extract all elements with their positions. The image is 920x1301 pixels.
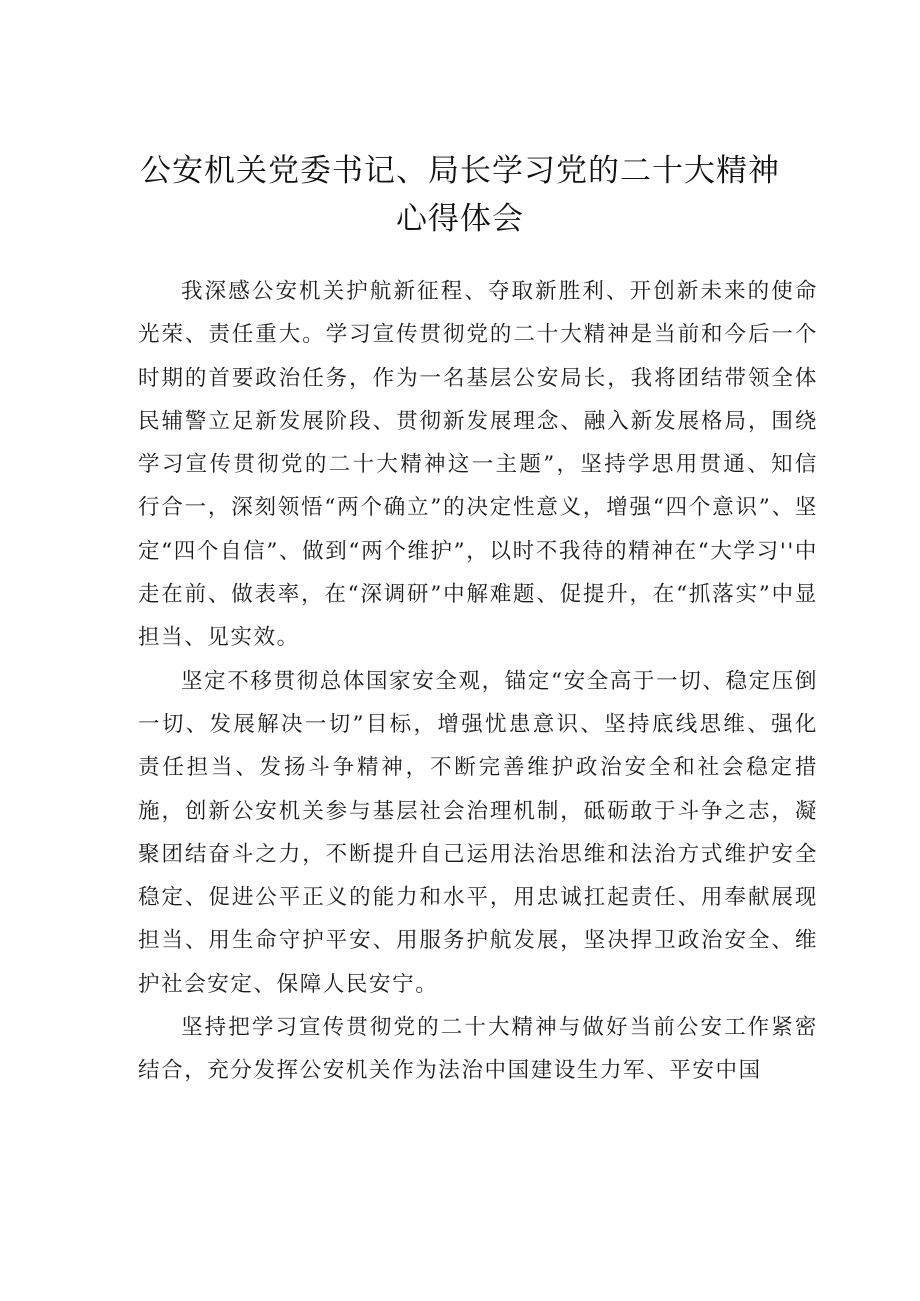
document-title-line-1: 公安机关党委书记、局长学习党的二十大精神	[140, 153, 780, 189]
paragraph-1: 我深感公安机关护航新征程、夺取新胜利、开创新未来的使命光荣、责任重大。学习宣传贯彻党的二十大精神是当前和今后一个时期的首要政治任务，作为一名基层公安局长，我将团结带领全体民辅警立足新发展阶段、贯彻新发展理念、融入新发展格局，围绕学习宣传贯彻党的二十大精神这一主题”，坚持学思用贯通、知信行合一，深刻领悟“两个确立”的决定性意义，增强“四个意识”、坚定“四个自信”、做到“两个维护”，以时不我待的精神在“大学习''中走在前、做表率，在“深调研”中解难题、促提升，在“抓落实”中显担当、见实效。	[138, 279, 818, 651]
document-body	[138, 270, 818, 1093]
document-title-line-2: 心得体会	[396, 201, 524, 237]
paragraph-3: 坚持把学习宣传贯彻党的二十大精神与做好当前公安工作紧密结合，充分发挥公安机关作为法治中国建设生力军、平安中国	[138, 1015, 818, 1084]
paragraph-2: 坚定不移贯彻总体国家安全观，锚定“安全高于一切、稳定压倒一切、发展解决一切”目标，增强忧患意识、坚持底线思维、强化责任担当、发扬斗争精神，不断完善维护政治安全和社会稳定措施，创新公安机关参与基层社会治理机制，砥砺敢于斗争之志，凝聚团结奋斗之力，不断提升自己运用法治思维和法治方式维护安全稳定、促进公平正义的能力和水平，用忠诚扛起责任、用奉献展现担当、用生命守护平安、用服务护航发展，坚决捍卫政治安全、维护社会安定、保障人民安宁。	[138, 668, 818, 997]
